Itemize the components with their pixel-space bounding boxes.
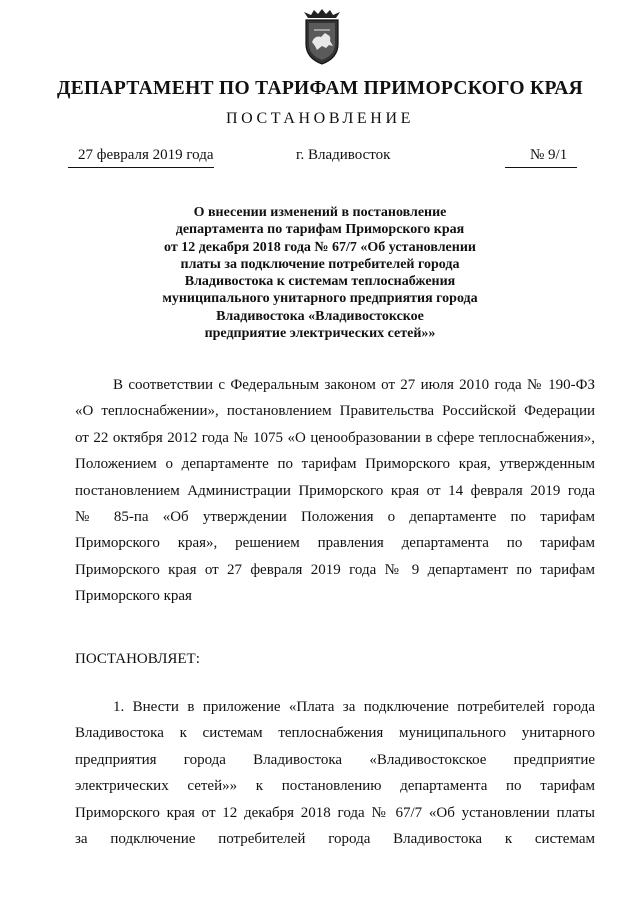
text-line: № 85-па «Об утверждении Положения о департаменте по тарифам xyxy=(75,509,595,526)
title-line: муниципального унитарного предприятия города xyxy=(162,291,478,307)
document-date: 27 февраля 2019 года xyxy=(78,147,214,163)
title-line: Владивостока к системам теплоснабжения xyxy=(184,274,456,290)
item-1-paragraph xyxy=(75,694,595,852)
text-line: Приморского края от 27 февраля 2019 года № 9 департамент по тарифам xyxy=(75,561,595,578)
coat-of-arms-icon xyxy=(300,8,344,66)
text-line: Приморского края xyxy=(75,588,192,605)
department-name: ДЕПАРТАМЕНТ ПО ТАРИФАМ ПРИМОРСКОГО КРАЯ xyxy=(57,78,583,99)
text-line: Приморского края», решением правления департамента по тарифам xyxy=(75,535,595,552)
text-line: «О теплоснабжении», постановлением Правительства Российской Федерации xyxy=(75,403,595,420)
title-line: Владивостока «Владивостокское xyxy=(216,308,424,324)
document-number: № 9/1 xyxy=(530,147,568,163)
number-underline xyxy=(505,167,577,168)
decree-word xyxy=(75,646,595,672)
title-line: предприятие электрических сетей»» xyxy=(204,326,436,342)
text-line: Владивостока к системам теплоснабжения муниципального унитарного xyxy=(75,725,595,742)
title-line: О внесении изменений в постановление xyxy=(193,205,447,220)
document-title xyxy=(130,204,510,342)
preamble-paragraph xyxy=(75,372,595,610)
title-line: департамента по тарифам Приморского края xyxy=(175,222,465,238)
date-underline xyxy=(68,167,214,168)
text-line: Положением о департаменте по тарифам Приморского края, утвержденным xyxy=(75,456,595,473)
text-line: за подключение потребителей города Владивостока к системам xyxy=(75,831,595,848)
text-line: Приморского края от 12 декабря 2018 года № 67/7 «Об установлении платы xyxy=(75,804,595,821)
text-line: предприятия города Владивостока «Владивостокское предприятие xyxy=(75,751,595,768)
document-city: г. Владивосток xyxy=(296,147,391,163)
title-line: платы за подключение потребителей города xyxy=(180,256,460,272)
document-type: ПОСТАНОВЛЕНИЕ xyxy=(226,110,414,127)
title-line: от 12 декабря 2018 года № 67/7 «Об установлении xyxy=(164,239,476,255)
text-line: от 22 октября 2012 года № 1075 «О ценообразовании в сфере теплоснабжения», xyxy=(75,429,595,446)
text-line: ПОСТАНОВЛЯЕТ: xyxy=(75,651,200,667)
text-line: постановлением Администрации Приморского края от 14 февраля 2019 года xyxy=(75,482,595,499)
text-line: 1. Внести в приложение «Плата за подключение потребителей города xyxy=(113,699,595,715)
text-line: электрических сетей»» к постановлению департамента по тарифам xyxy=(75,778,595,795)
text-line: В соответствии с Федеральным законом от 27 июля 2010 года № 190-ФЗ xyxy=(113,377,595,393)
